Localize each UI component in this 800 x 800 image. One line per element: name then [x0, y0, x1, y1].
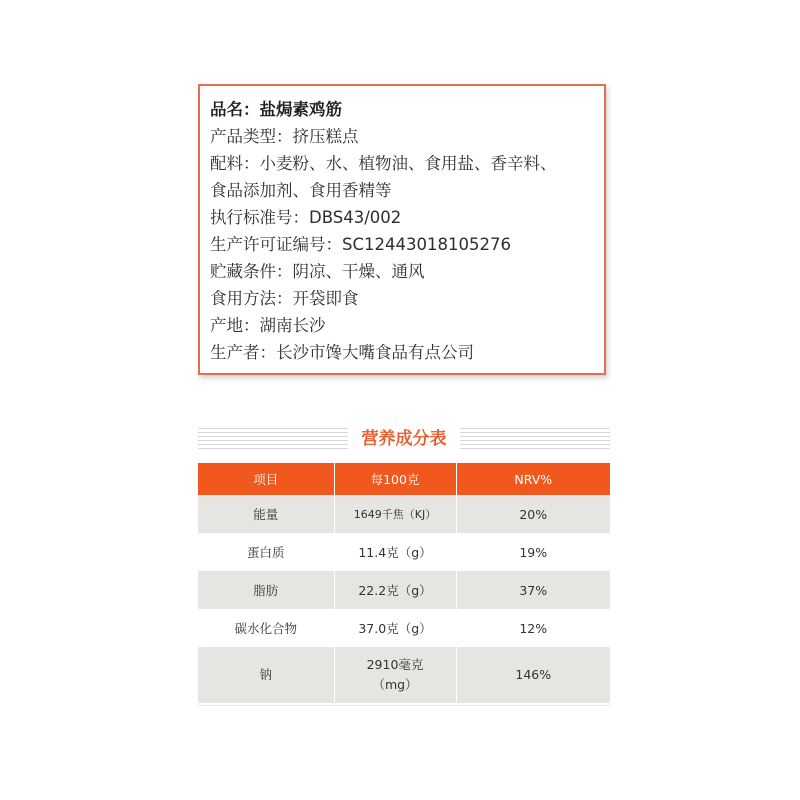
- row-energy-amount: 1649千焦（KJ）: [334, 495, 456, 533]
- ingredients-line: [210, 150, 604, 177]
- product-type-value: 挤压糕点: [292, 127, 359, 146]
- usage-line: [210, 285, 604, 312]
- row-fat-nrv: 37%: [456, 571, 610, 609]
- product-type-label: 产品类型：: [210, 127, 293, 146]
- row-carbs-amount: 37.0克（g）: [334, 609, 456, 647]
- row-fat-amount: 22.2克（g）: [334, 571, 456, 609]
- ingredients-label: 配料：: [210, 154, 260, 173]
- nutrition-header-row: [198, 463, 610, 495]
- row-sodium-nrv: 146%: [456, 647, 610, 703]
- table-row: [198, 533, 610, 571]
- table-row: [198, 571, 610, 609]
- ingredients-value-continued: 食品添加剂、食用香精等: [210, 181, 392, 200]
- table-row: [198, 495, 610, 533]
- nutrition-title: 营养成分表: [361, 429, 447, 449]
- nutrition-table: [198, 463, 610, 703]
- row-carbs-item: 碳水化合物: [198, 609, 334, 647]
- product-type-line: [210, 123, 604, 150]
- row-protein-item: 蛋白质: [198, 533, 334, 571]
- row-carbs-nrv: 12%: [456, 609, 610, 647]
- origin-label: 产地：: [210, 316, 260, 335]
- header-item: 项目: [198, 463, 334, 495]
- row-protein-nrv: 19%: [456, 533, 610, 571]
- product-info-box: [198, 84, 606, 375]
- origin-value: 湖南长沙: [259, 316, 326, 335]
- table-bottom-divider: [198, 705, 610, 706]
- standard-line: [210, 204, 604, 231]
- title-stripes-left: [198, 428, 348, 450]
- row-energy-nrv: 20%: [456, 495, 610, 533]
- license-line: [210, 231, 604, 258]
- product-name-line: [210, 96, 604, 123]
- usage-label: 食用方法：: [210, 289, 293, 308]
- product-name-label: 品名：: [210, 100, 260, 119]
- header-per-100g: 每100克: [334, 463, 456, 495]
- row-energy-item: 能量: [198, 495, 334, 533]
- row-sodium-amount: [334, 647, 456, 703]
- origin-line: [210, 312, 604, 339]
- row-sodium-amount-line1: 2910毫克: [366, 657, 424, 672]
- producer-value: 长沙市馋大嘴食品有点公司: [276, 343, 474, 362]
- row-sodium-amount-line2: （mg）: [372, 677, 418, 692]
- table-row: [198, 647, 610, 703]
- nutrition-title-row: [198, 424, 610, 454]
- storage-line: [210, 258, 604, 285]
- title-stripes-right: [460, 428, 610, 450]
- producer-label: 生产者：: [210, 343, 276, 362]
- standard-label: 执行标准号：: [210, 208, 309, 227]
- ingredients-line-continued: [210, 177, 604, 204]
- license-label: 生产许可证编号：: [210, 235, 342, 254]
- ingredients-value: 小麦粉、水、植物油、食用盐、香辛料、: [259, 154, 557, 173]
- row-fat-item: 脂肪: [198, 571, 334, 609]
- table-row: [198, 609, 610, 647]
- product-name-value: 盐焗素鸡筋: [259, 100, 342, 119]
- storage-label: 贮藏条件：: [210, 262, 293, 281]
- storage-value: 阴凉、干燥、通风: [292, 262, 425, 281]
- standard-value: DBS43/002: [309, 208, 402, 227]
- header-nrv: NRV%: [456, 463, 610, 495]
- usage-value: 开袋即食: [292, 289, 359, 308]
- row-protein-amount: 11.4克（g）: [334, 533, 456, 571]
- row-sodium-item: 钠: [198, 647, 334, 703]
- producer-line: [210, 339, 604, 366]
- license-value: SC12443018105276: [342, 235, 511, 254]
